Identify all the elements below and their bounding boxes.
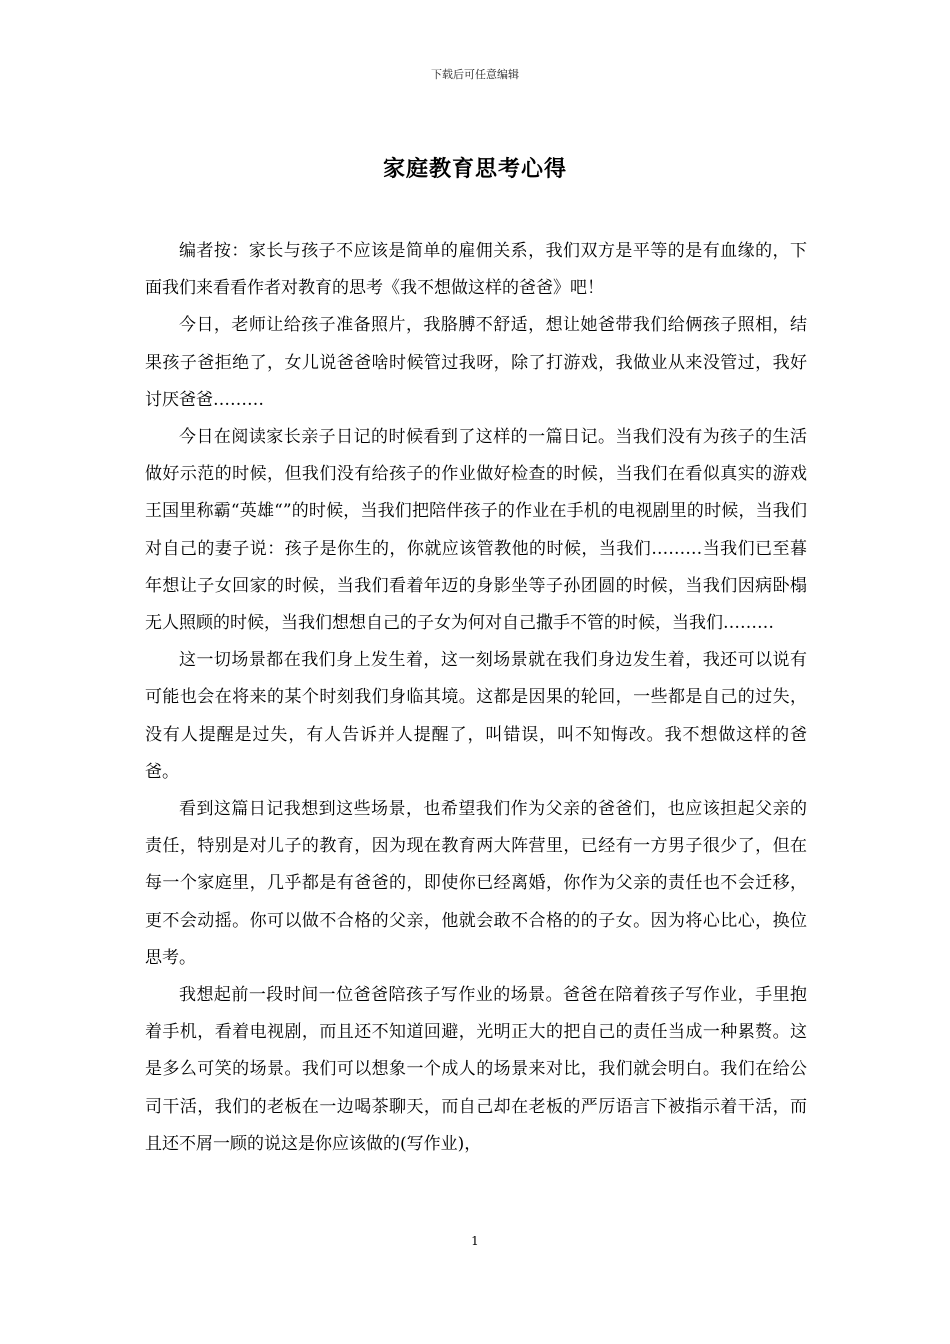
paragraph-cause-and-effect: 这一切场景都在我们身上发生着，这一刻场景就在我们身边发生着，我还可以说有可能也会在将来的某个时刻我们身临其境。这都是因果的轮回，一些都是自己的过失，没有人提醒是过失，有人告诉并人提醒了，叫错误，叫不知悔改。我不想做这样的爸爸。 — [145, 650, 807, 782]
page-number: 1 — [471, 1234, 479, 1248]
paragraph-homework-scene: 我想起前一段时间一位爸爸陪孩子写作业的场景。爸爸在陪着孩子写作业，手里抱着手机，看着电视剧，而且还不知道回避，光明正大的把自己的责任当成一种累赘。这是多么可笑的场景。我们可以想象一个成人的场景来对比，我们就会明白。我们在给公司干活，我们的老板在一边喝茶聊天，而自己却在老板的严厉语言下被指示着干活，而且还不屑一顾的说这是你应该做的(写作业)， — [145, 985, 807, 1154]
paragraph-father-responsibility: 看到这篇日记我想到这些场景，也希望我们作为父亲的爸爸们，也应该担起父亲的责任，特别是对儿子的教育，因为现在教育两大阵营里，已经有一方男子很少了，但在每一个家庭里，几乎都是有爸爸的，即使你已经离婚，你作为父亲的责任也不会迁移，更不会动摇。你可以做不合格的父亲，他就会敢不合格的的子女。因为将心比心，换位思考。 — [145, 799, 807, 968]
paragraph-editor-note: 编者按：家长与孩子不应该是简单的雇佣关系，我们双方是平等的是有血缘的，下面我们来看看作者对教育的思考《我不想做这样的爸爸》吧！ — [145, 241, 807, 299]
document-body — [145, 233, 807, 1163]
page-header: 下载后可任意编辑 — [431, 68, 519, 81]
document-title: 家庭教育思考心得 — [382, 156, 567, 182]
paragraph-photo-story: 今日，老师让给孩子准备照片，我胳膊不舒适，想让她爸带我们给俩孩子照相，结果孩子爸拒绝了，女儿说爸爸啥时候管过我呀，除了打游戏，我做业从来没管过，我好讨厌爸爸……… — [145, 315, 807, 410]
paragraph-diary-reflection: 今日在阅读家长亲子日记的时候看到了这样的一篇日记。当我们没有为孩子的生活做好示范的时候，但我们没有给孩子的作业做好检查的时候，当我们在看似真实的游戏王国里称霸“英雄“”的时候，当我们把陪伴孩子的作业在手机的电视剧里的时候，当我们对自己的妻子说：孩子是你生的，你就应该管教他的时候，当我们………当我们已至暮年想让子女回家的时候，当我们看着年迈的身影坐等子孙团圆的时候，当我们因病卧榻无人照顾的时候，当我们想想自己的子女为何对自己撒手不管的时候，当我们……… — [145, 427, 807, 634]
